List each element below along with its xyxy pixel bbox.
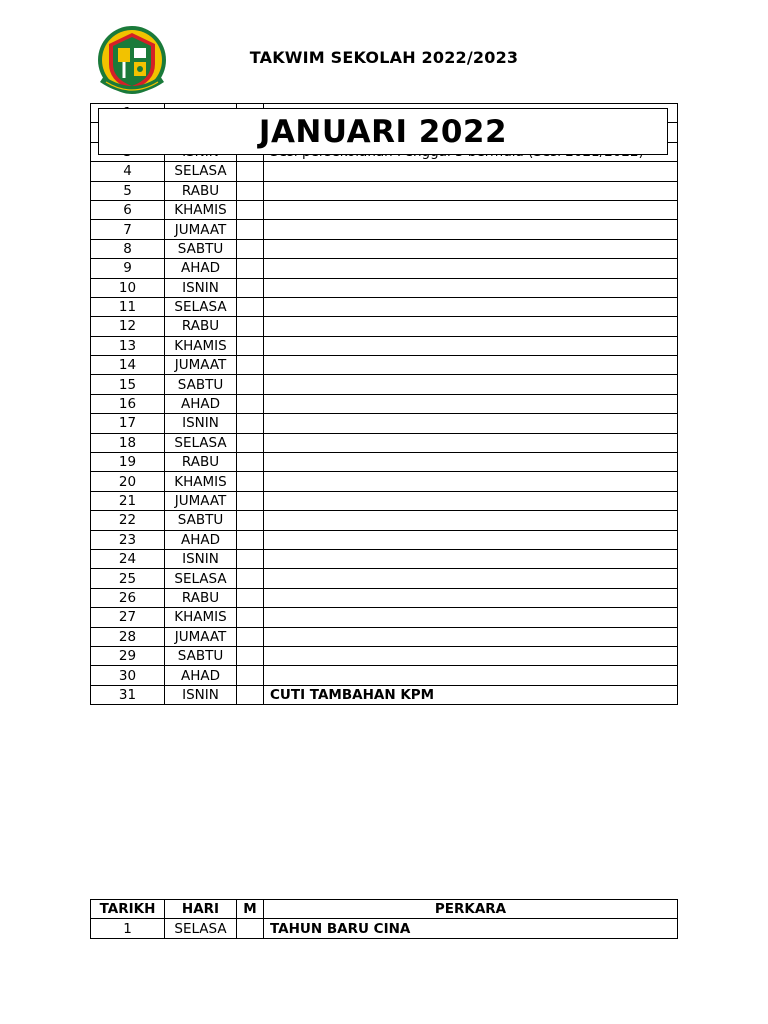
table-row <box>91 356 678 375</box>
date-cell: 6 <box>91 200 165 219</box>
table-row <box>91 491 678 510</box>
day-cell: ISNIN <box>165 549 237 568</box>
m-cell <box>237 336 264 355</box>
day-cell: KHAMIS <box>165 608 237 627</box>
m-cell <box>237 317 264 336</box>
m-cell <box>237 627 264 646</box>
table-header-row <box>91 900 678 919</box>
date-cell: 29 <box>91 646 165 665</box>
date-cell: 19 <box>91 453 165 472</box>
m-cell <box>237 162 264 181</box>
day-cell: ISNIN <box>165 685 237 704</box>
date-cell: 1 <box>91 919 165 938</box>
m-cell <box>237 646 264 665</box>
m-cell <box>237 608 264 627</box>
date-cell: 28 <box>91 627 165 646</box>
table-row <box>91 220 678 239</box>
event-cell <box>264 472 678 491</box>
m-cell <box>237 453 264 472</box>
table-row <box>91 317 678 336</box>
m-cell <box>237 530 264 549</box>
event-cell <box>264 317 678 336</box>
m-cell <box>237 511 264 530</box>
m-cell <box>237 666 264 685</box>
date-cell: 30 <box>91 666 165 685</box>
event-cell <box>264 511 678 530</box>
event-cell <box>264 336 678 355</box>
table-row <box>91 530 678 549</box>
event-cell <box>264 433 678 452</box>
day-cell: ISNIN <box>165 414 237 433</box>
event-cell: TAHUN BARU CINA <box>264 919 678 938</box>
day-cell: RABU <box>165 181 237 200</box>
date-cell: 14 <box>91 356 165 375</box>
date-cell: 12 <box>91 317 165 336</box>
date-cell: 13 <box>91 336 165 355</box>
event-cell <box>264 491 678 510</box>
day-cell: AHAD <box>165 394 237 413</box>
table-row <box>91 414 678 433</box>
day-cell: RABU <box>165 317 237 336</box>
day-cell: ISNIN <box>165 278 237 297</box>
date-cell: 4 <box>91 162 165 181</box>
table-row <box>91 259 678 278</box>
date-cell: 5 <box>91 181 165 200</box>
date-cell: 7 <box>91 220 165 239</box>
table-row <box>91 297 678 316</box>
date-cell: 31 <box>91 685 165 704</box>
date-cell: 25 <box>91 569 165 588</box>
january-calendar-table <box>90 103 678 705</box>
m-cell <box>237 200 264 219</box>
m-cell <box>237 414 264 433</box>
table-row <box>91 511 678 530</box>
day-cell: SELASA <box>165 297 237 316</box>
table-row <box>91 685 678 704</box>
m-cell <box>237 394 264 413</box>
day-cell: JUMAAT <box>165 356 237 375</box>
event-cell: CUTI TAMBAHAN KPM <box>264 685 678 704</box>
date-cell: 24 <box>91 549 165 568</box>
m-cell <box>237 685 264 704</box>
table-row <box>91 627 678 646</box>
date-cell: 22 <box>91 511 165 530</box>
day-cell: AHAD <box>165 666 237 685</box>
date-cell: 18 <box>91 433 165 452</box>
m-cell <box>237 297 264 316</box>
date-cell: 8 <box>91 239 165 258</box>
event-cell <box>264 220 678 239</box>
table-row <box>91 569 678 588</box>
m-cell <box>237 181 264 200</box>
table-row <box>91 375 678 394</box>
table-row <box>91 181 678 200</box>
event-cell <box>264 627 678 646</box>
m-cell <box>237 569 264 588</box>
day-cell: SABTU <box>165 375 237 394</box>
m-cell <box>237 375 264 394</box>
m-cell <box>237 472 264 491</box>
m-cell <box>237 259 264 278</box>
date-cell: 15 <box>91 375 165 394</box>
table-row <box>91 433 678 452</box>
school-crest-logo <box>94 24 170 100</box>
event-cell <box>264 356 678 375</box>
event-cell <box>264 181 678 200</box>
event-cell <box>264 297 678 316</box>
table-row <box>91 453 678 472</box>
m-cell <box>237 588 264 607</box>
event-cell <box>264 569 678 588</box>
table-row <box>91 608 678 627</box>
day-cell: SABTU <box>165 511 237 530</box>
date-cell: 10 <box>91 278 165 297</box>
event-cell <box>264 394 678 413</box>
m-cell <box>237 278 264 297</box>
day-cell: JUMAAT <box>165 627 237 646</box>
event-cell <box>264 259 678 278</box>
table-row <box>91 666 678 685</box>
event-cell <box>264 608 678 627</box>
day-cell: RABU <box>165 453 237 472</box>
date-cell: 26 <box>91 588 165 607</box>
event-cell <box>264 162 678 181</box>
header-hari: HARI <box>165 900 237 919</box>
day-cell: AHAD <box>165 530 237 549</box>
day-cell: SABTU <box>165 239 237 258</box>
day-cell: KHAMIS <box>165 472 237 491</box>
day-cell: SELASA <box>165 433 237 452</box>
event-cell <box>264 200 678 219</box>
m-cell <box>237 356 264 375</box>
day-cell: RABU <box>165 588 237 607</box>
table-row <box>91 200 678 219</box>
day-cell: SABTU <box>165 646 237 665</box>
header-tarikh: TARIKH <box>91 900 165 919</box>
day-cell: SELASA <box>165 919 237 938</box>
event-cell <box>264 278 678 297</box>
m-cell <box>237 491 264 510</box>
day-cell: JUMAAT <box>165 220 237 239</box>
date-cell: 16 <box>91 394 165 413</box>
event-cell <box>264 588 678 607</box>
table-row <box>91 239 678 258</box>
event-cell <box>264 414 678 433</box>
day-cell: AHAD <box>165 259 237 278</box>
day-cell: JUMAAT <box>165 491 237 510</box>
m-cell <box>237 433 264 452</box>
date-cell: 21 <box>91 491 165 510</box>
date-cell: 20 <box>91 472 165 491</box>
date-cell: 23 <box>91 530 165 549</box>
table-row <box>91 394 678 413</box>
event-cell <box>264 646 678 665</box>
m-cell <box>237 919 264 938</box>
header-m: M <box>237 900 264 919</box>
day-cell: SELASA <box>165 569 237 588</box>
table-row <box>91 588 678 607</box>
day-cell: KHAMIS <box>165 336 237 355</box>
m-cell <box>237 239 264 258</box>
event-cell <box>264 530 678 549</box>
table-row <box>91 646 678 665</box>
date-cell: 9 <box>91 259 165 278</box>
day-cell: SELASA <box>165 162 237 181</box>
m-cell <box>237 220 264 239</box>
date-cell: 27 <box>91 608 165 627</box>
table-row <box>91 162 678 181</box>
date-cell: 11 <box>91 297 165 316</box>
table-row <box>91 336 678 355</box>
event-cell <box>264 549 678 568</box>
event-cell <box>264 666 678 685</box>
date-cell: 17 <box>91 414 165 433</box>
table-row <box>91 278 678 297</box>
table-row <box>91 549 678 568</box>
day-cell: KHAMIS <box>165 200 237 219</box>
event-cell <box>264 453 678 472</box>
february-calendar-table <box>90 899 678 939</box>
event-cell <box>264 239 678 258</box>
month-title: JANUARI 2022 <box>98 108 668 155</box>
document-title: TAKWIM SEKOLAH 2022/2023 <box>249 48 519 67</box>
table-row <box>91 472 678 491</box>
table-row <box>91 919 678 938</box>
event-cell <box>264 375 678 394</box>
m-cell <box>237 549 264 568</box>
header-perkara: PERKARA <box>264 900 678 919</box>
